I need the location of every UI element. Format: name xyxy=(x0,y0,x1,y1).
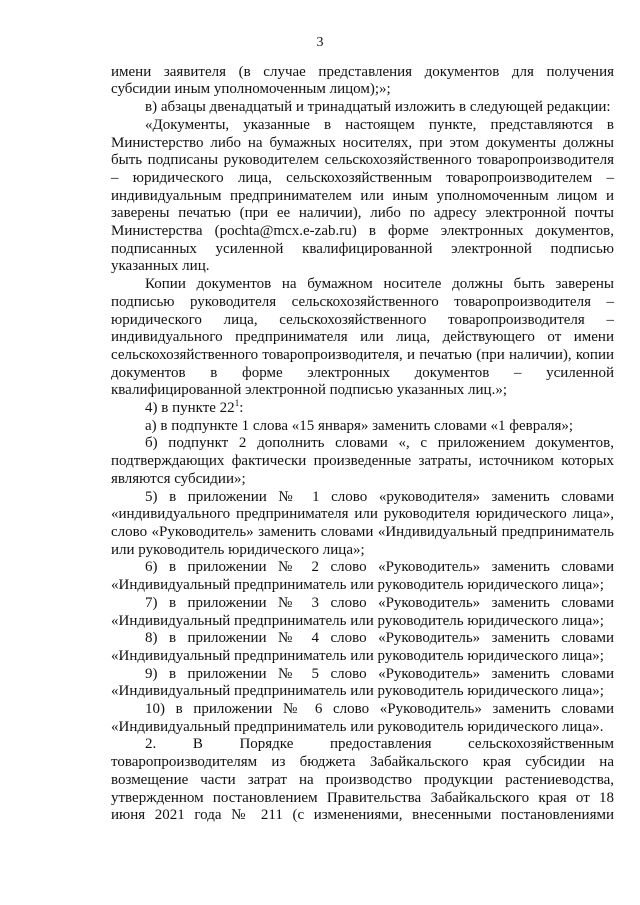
paragraph-documents-submission: «Документы, указанные в настоящем пункте, представляются в Министерство либо на бумажных носителях, при этом документы должны быть подписаны руководителем сельскохозяйственного товаропроизводителя – юридического лица, сельскохозяйственным товаропроизводителем – индивидуальным предпринимателем или иным уполномоченным лицом и заверены печатью (при ее наличии), либо по адресу электронной почты Министерства (pochta@mcx.e-zab.ru) в форме электронных документов, подписанных усиленной квалифицированной электронной подписью указанных лиц. xyxy=(111,116,614,275)
item-4-colon: : xyxy=(239,400,244,417)
paragraph-item-6: 6) в приложении № 2 слово «Руководитель» заменить словами «Индивидуальный предприниматель или руководитель юридического лица»; xyxy=(111,559,614,594)
paragraph-item-4 xyxy=(111,400,614,418)
item-4-superscript: 1 xyxy=(234,398,240,409)
paragraph-subitem-a: а) в подпункте 1 слова «15 января» заменить словами «1 февраля»; xyxy=(145,417,574,434)
paragraph-document-copies: Копии документов на бумажном носителе должны быть заверены подписью руководителя сельскохозяйственного товаропроизводителя – юридического лица, сельскохозяйственного товаропроизводителя – индивидуального предпринимателя или лица, действующего от имени сельскохозяйственного товаропроизводителя, и печатью (при наличии), копии документов в форме электронных документов – усиленной квалифицированной электронной подписью указанных лиц.»; xyxy=(111,276,614,399)
page-number: 3 xyxy=(316,35,324,50)
paragraph-section-2: 2. В Порядке предоставления сельскохозяйственным товаропроизводителям из бюджета Забайкальского края субсидии на возмещение части затрат на производство продукции растениеводства, утвержденном постановлением Правительства Забайкальского края от 18 июня 2021 года № 211 (с изменениями, внесенными постановлениями xyxy=(111,736,614,824)
paragraph-item-9: 9) в приложении № 5 слово «Руководитель» заменить словами «Индивидуальный предприниматель или руководитель юридического лица»; xyxy=(111,665,614,700)
item-4-text: 4) в пункте 22 xyxy=(145,400,235,417)
paragraph-item-8: 8) в приложении № 4 слово «Руководитель» заменить словами «Индивидуальный предприниматель или руководитель юридического лица»; xyxy=(111,630,614,664)
paragraph-subitem-b: б) подпункт 2 дополнить словами «, с приложением документов, подтверждающих фактически произведенные затраты, источником которых являются субсидии»; xyxy=(111,435,614,487)
paragraph-item-5: 5) в приложении № 1 слово «руководителя» заменить словами «индивидуального предпринимателя или руководителя юридического лица», слово «Руководитель» заменить словами «Индивидуальный предприниматель или руководитель юридического лица»; xyxy=(111,488,614,558)
paragraph-item-7: 7) в приложении № 3 слово «Руководитель» заменить словами «Индивидуальный предприниматель или руководитель юридического лица»; xyxy=(111,594,614,629)
paragraph-item-v: в) абзацы двенадцатый и тринадцатый изложить в следующей редакции: xyxy=(145,99,611,116)
paragraph-item-10: 10) в приложении № 6 слово «Руководитель» заменить словами «Индивидуальный предприниматель или руководитель юридического лица». xyxy=(111,701,614,735)
paragraph-applicant-name: имени заявителя (в случае представления документов для получения субсидии иным уполномоченным лицом);»; xyxy=(111,63,614,98)
